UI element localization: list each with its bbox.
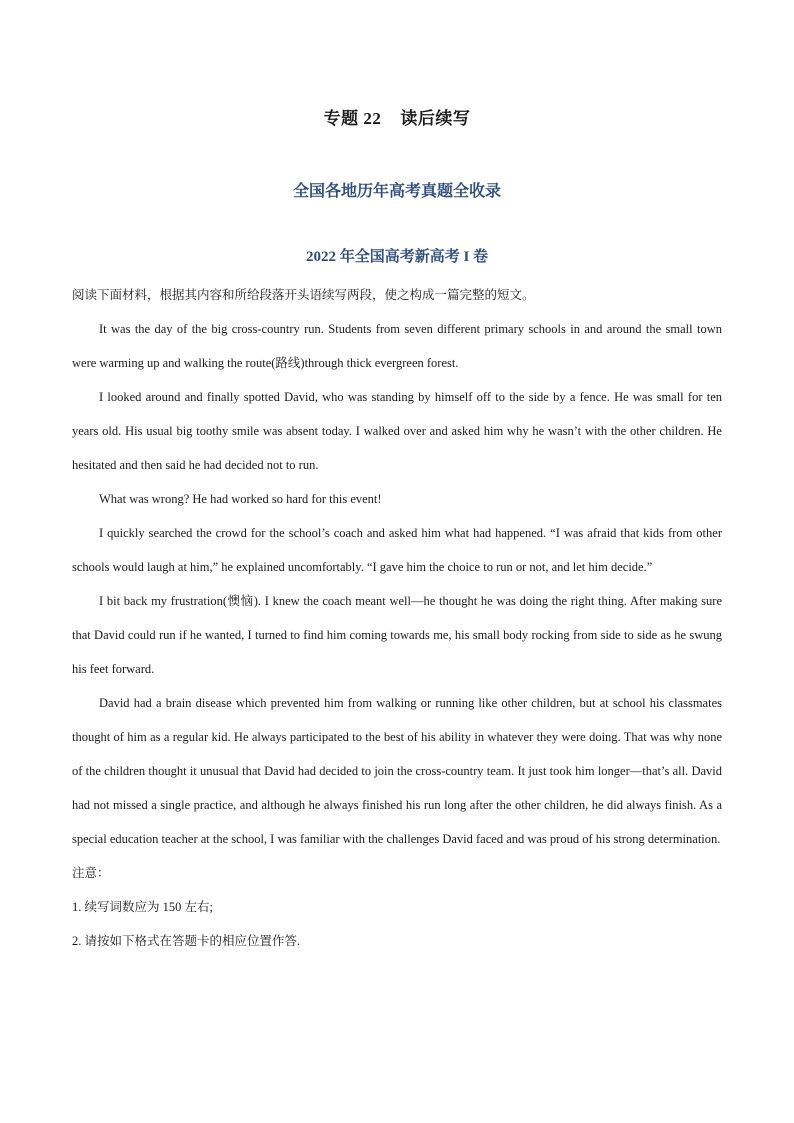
page-subtitle: 全国各地历年高考真题全收录 bbox=[292, 183, 501, 200]
story-paragraph-6: David had a brain disease which prevented him from walking or running like other children, but at school his classmates thought of him as a regular kid. He always participated to the best of his ability in whatever they were doing. That was why none of the children thought it unusual that David had decided to join the cross-country team. It just took him longer—that’s all. David had not missed a single practice, and although he always finished his run long after the other children, he did always finish. As a special education teacher at the school, I was familiar with the challenges David faced and was proud of his strong determination. bbox=[72, 696, 722, 846]
story-paragraph-1: It was the day of the big cross-country run. Students from seven different primary schools in and around the small town were warming up and walking the route(路线)through thick evergreen forest. bbox=[72, 322, 722, 370]
story-paragraph-2: I looked around and finally spotted David, who was standing by himself off to the side by a fence. He was small for ten years old. His usual big toothy smile was absent today. I walked over and asked him why he wasn’t with the other children. He hesitated and then said he had decided not to run. bbox=[72, 390, 722, 472]
story-paragraph-4: I quickly searched the crowd for the school’s coach and asked him what had happened. “I was afraid that kids from other schools would laugh at him,” he explained uncomfortably. “I gave him the choice to run or not, and let him decide.” bbox=[72, 526, 722, 574]
note-item-2: 2. 请按如下格式在答题卡的相应位置作答. bbox=[72, 934, 301, 948]
document-body bbox=[72, 278, 722, 958]
instruction-text: 阅读下面材料，根据其内容和所给段落开头语续写两段，使之构成一篇完整的短文。 bbox=[72, 288, 535, 302]
section-title: 2022 年全国高考新高考 I 卷 bbox=[305, 249, 489, 265]
note-item-1: 1. 续写词数应为 150 左右; bbox=[72, 900, 213, 914]
story-paragraph-5: I bit back my frustration(懊恼). I knew the coach meant well—he thought he was doing the right thing. After making sure that David could run if he wanted, I turned to find him coming towards me, his small body rocking from side to side as he swung his feet forward. bbox=[72, 594, 722, 676]
notes-heading: 注意： bbox=[72, 866, 110, 880]
story-paragraph-3: What was wrong? He had worked so hard for this event! bbox=[99, 492, 382, 506]
page-title: 专题 22 读后续写 bbox=[323, 109, 471, 128]
